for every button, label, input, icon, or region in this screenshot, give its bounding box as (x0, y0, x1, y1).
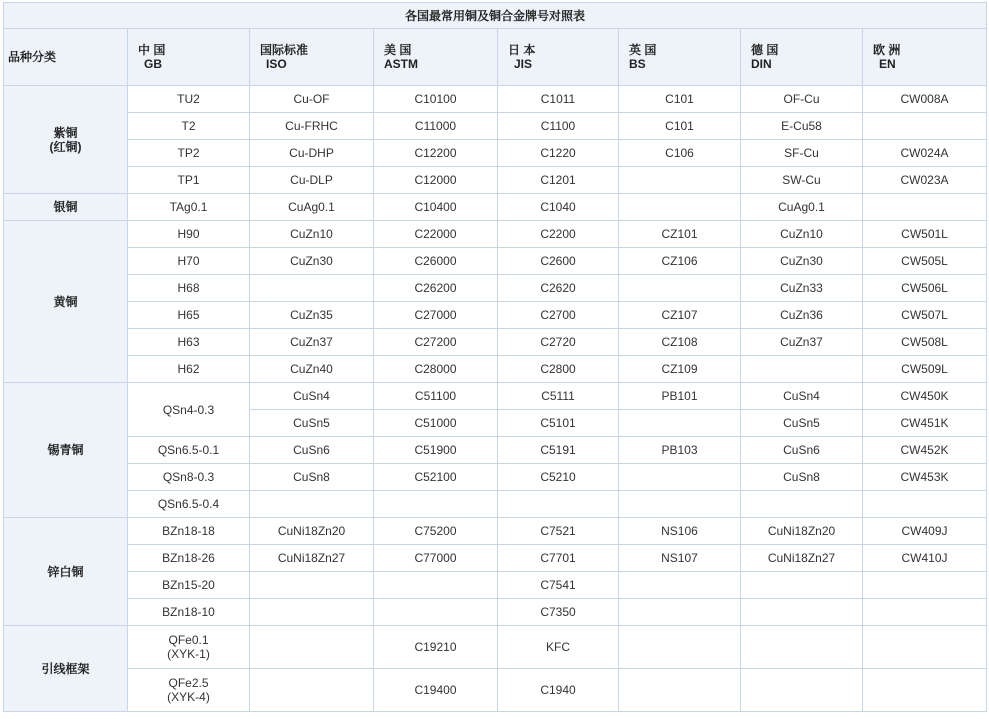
table-row (4, 545, 987, 572)
cell: C26200 (374, 275, 498, 302)
header-row (4, 29, 987, 86)
cell: C1201 (498, 167, 619, 194)
cell: CuZn40 (250, 356, 374, 383)
table-row (4, 599, 987, 626)
cell: C51100 (374, 383, 498, 410)
table-row (4, 669, 987, 712)
cell (741, 572, 863, 599)
cell: QSn4-0.3 (128, 383, 250, 437)
cell: C5210 (498, 464, 619, 491)
cell: CuZn35 (250, 302, 374, 329)
cell: TAg0.1 (128, 194, 250, 221)
cell: C7521 (498, 518, 619, 545)
cell: H63 (128, 329, 250, 356)
category-cell: 紫铜 (红铜) (4, 86, 128, 194)
table-row (4, 194, 987, 221)
cell: TU2 (128, 86, 250, 113)
cell: QSn6.5-0.4 (128, 491, 250, 518)
cell: C27000 (374, 302, 498, 329)
cell: C5101 (498, 410, 619, 437)
cell (374, 572, 498, 599)
cell: CW508L (863, 329, 987, 356)
cell: CW453K (863, 464, 987, 491)
cell: C2600 (498, 248, 619, 275)
cell: C19210 (374, 626, 498, 669)
header-category: 品种分类 (4, 29, 128, 86)
table-row (4, 167, 987, 194)
cell: SW-Cu (741, 167, 863, 194)
cell (250, 491, 374, 518)
cell: Cu-FRHC (250, 113, 374, 140)
cell: CuSn4 (250, 383, 374, 410)
cell: C5111 (498, 383, 619, 410)
table-row (4, 491, 987, 518)
cell: CW501L (863, 221, 987, 248)
table-row (4, 275, 987, 302)
cell: T2 (128, 113, 250, 140)
cell: C2800 (498, 356, 619, 383)
cell (250, 626, 374, 669)
cell: BZn18-18 (128, 518, 250, 545)
cell: Cu-DLP (250, 167, 374, 194)
table-row (4, 248, 987, 275)
cell: C28000 (374, 356, 498, 383)
table-row (4, 140, 987, 167)
cell (250, 572, 374, 599)
cell: H62 (128, 356, 250, 383)
cell: OF-Cu (741, 86, 863, 113)
cell: QSn6.5-0.1 (128, 437, 250, 464)
cell: CZ101 (619, 221, 741, 248)
cell (863, 194, 987, 221)
cell: CW450K (863, 383, 987, 410)
header-en: 欧 洲 EN (863, 29, 987, 86)
cell (741, 626, 863, 669)
cell: C52100 (374, 464, 498, 491)
cell: C101 (619, 113, 741, 140)
cell: C7350 (498, 599, 619, 626)
cell: C12200 (374, 140, 498, 167)
cell: CuZn30 (741, 248, 863, 275)
table-row (4, 356, 987, 383)
cell: CuSn6 (250, 437, 374, 464)
cell: C12000 (374, 167, 498, 194)
cell: CuAg0.1 (250, 194, 374, 221)
cell: CuSn5 (250, 410, 374, 437)
cell: CW451K (863, 410, 987, 437)
cell: H65 (128, 302, 250, 329)
cell: PB101 (619, 383, 741, 410)
cell (741, 356, 863, 383)
cell (619, 572, 741, 599)
table-row (4, 626, 987, 669)
cell (741, 599, 863, 626)
cell: C101 (619, 86, 741, 113)
cell (619, 275, 741, 302)
cell (250, 275, 374, 302)
cell: QFe2.5 (XYK-4) (128, 669, 250, 712)
cell: CZ107 (619, 302, 741, 329)
cell: QSn8-0.3 (128, 464, 250, 491)
cell (741, 491, 863, 518)
cell: CW008A (863, 86, 987, 113)
table-row (4, 437, 987, 464)
cell: CuSn8 (250, 464, 374, 491)
cell (863, 491, 987, 518)
cell (619, 194, 741, 221)
cell: C51000 (374, 410, 498, 437)
cell: H90 (128, 221, 250, 248)
header-din: 德 国 DIN (741, 29, 863, 86)
cell: BZn18-26 (128, 545, 250, 572)
cell (619, 599, 741, 626)
cell: CW409J (863, 518, 987, 545)
copper-grade-table (3, 2, 987, 712)
cell: CuZn10 (250, 221, 374, 248)
cell: C1040 (498, 194, 619, 221)
cell: CuZn37 (250, 329, 374, 356)
cell: CuSn8 (741, 464, 863, 491)
cell: CuSn5 (741, 410, 863, 437)
cell: CW410J (863, 545, 987, 572)
table-row (4, 86, 987, 113)
cell: CW024A (863, 140, 987, 167)
cell: CW506L (863, 275, 987, 302)
cell: C51900 (374, 437, 498, 464)
cell (619, 626, 741, 669)
cell (741, 669, 863, 712)
table-row (4, 464, 987, 491)
cell (863, 626, 987, 669)
cell: C7541 (498, 572, 619, 599)
cell: E-Cu58 (741, 113, 863, 140)
cell: C1220 (498, 140, 619, 167)
header-gb: 中 国 GB (128, 29, 250, 86)
category-cell: 引线框架 (4, 626, 128, 712)
header-bs: 英 国 BS (619, 29, 741, 86)
cell: CuNi18Zn20 (741, 518, 863, 545)
cell (619, 491, 741, 518)
cell: H68 (128, 275, 250, 302)
cell: SF-Cu (741, 140, 863, 167)
cell (619, 167, 741, 194)
cell (619, 410, 741, 437)
cell: C19400 (374, 669, 498, 712)
table-row (4, 329, 987, 356)
cell: NS107 (619, 545, 741, 572)
cell: C10400 (374, 194, 498, 221)
cell (250, 669, 374, 712)
cell: BZn15-20 (128, 572, 250, 599)
cell: CuSn4 (741, 383, 863, 410)
cell: CW505L (863, 248, 987, 275)
header-iso: 国际标准 ISO (250, 29, 374, 86)
cell: C2620 (498, 275, 619, 302)
cell: C1940 (498, 669, 619, 712)
header-jis: 日 本 JIS (498, 29, 619, 86)
cell: C27200 (374, 329, 498, 356)
table-row (4, 302, 987, 329)
cell: C5191 (498, 437, 619, 464)
cell: C22000 (374, 221, 498, 248)
cell: C2200 (498, 221, 619, 248)
cell: KFC (498, 626, 619, 669)
category-cell: 银铜 (4, 194, 128, 221)
header-astm: 美 国 ASTM (374, 29, 498, 86)
cell: C10100 (374, 86, 498, 113)
cell: CW452K (863, 437, 987, 464)
cell: C75200 (374, 518, 498, 545)
cell: C106 (619, 140, 741, 167)
cell (619, 464, 741, 491)
cell: CZ106 (619, 248, 741, 275)
cell: CuNi18Zn27 (741, 545, 863, 572)
category-cell: 黄铜 (4, 221, 128, 383)
cell (863, 113, 987, 140)
table-row (4, 572, 987, 599)
cell: Cu-OF (250, 86, 374, 113)
cell (374, 491, 498, 518)
cell: CZ109 (619, 356, 741, 383)
cell: Cu-DHP (250, 140, 374, 167)
cell: CuNi18Zn27 (250, 545, 374, 572)
table-row (4, 518, 987, 545)
cell: CuZn37 (741, 329, 863, 356)
cell: CZ108 (619, 329, 741, 356)
cell: CuZn30 (250, 248, 374, 275)
cell (863, 599, 987, 626)
category-cell: 锌白铜 (4, 518, 128, 626)
cell: TP2 (128, 140, 250, 167)
cell: PB103 (619, 437, 741, 464)
cell: CW509L (863, 356, 987, 383)
cell: NS106 (619, 518, 741, 545)
cell: BZn18-10 (128, 599, 250, 626)
cell: CuZn36 (741, 302, 863, 329)
cell: C11000 (374, 113, 498, 140)
table-title: 各国最常用铜及铜合金牌号对照表 (4, 3, 987, 29)
cell (374, 599, 498, 626)
cell: CuAg0.1 (741, 194, 863, 221)
cell: C26000 (374, 248, 498, 275)
cell: C2720 (498, 329, 619, 356)
cell: CW507L (863, 302, 987, 329)
cell: CuZn10 (741, 221, 863, 248)
table-row (4, 383, 987, 410)
cell: TP1 (128, 167, 250, 194)
cell: C7701 (498, 545, 619, 572)
table-row (4, 113, 987, 140)
cell: C1100 (498, 113, 619, 140)
cell: QFe0.1 (XYK-1) (128, 626, 250, 669)
cell (863, 572, 987, 599)
cell (250, 599, 374, 626)
cell: C1011 (498, 86, 619, 113)
category-cell: 锡青铜 (4, 383, 128, 518)
cell: C77000 (374, 545, 498, 572)
cell (498, 491, 619, 518)
cell: C2700 (498, 302, 619, 329)
cell: CW023A (863, 167, 987, 194)
cell: H70 (128, 248, 250, 275)
cell: CuZn33 (741, 275, 863, 302)
table-row (4, 221, 987, 248)
cell (863, 669, 987, 712)
cell: CuSn6 (741, 437, 863, 464)
cell: CuNi18Zn20 (250, 518, 374, 545)
cell (619, 669, 741, 712)
